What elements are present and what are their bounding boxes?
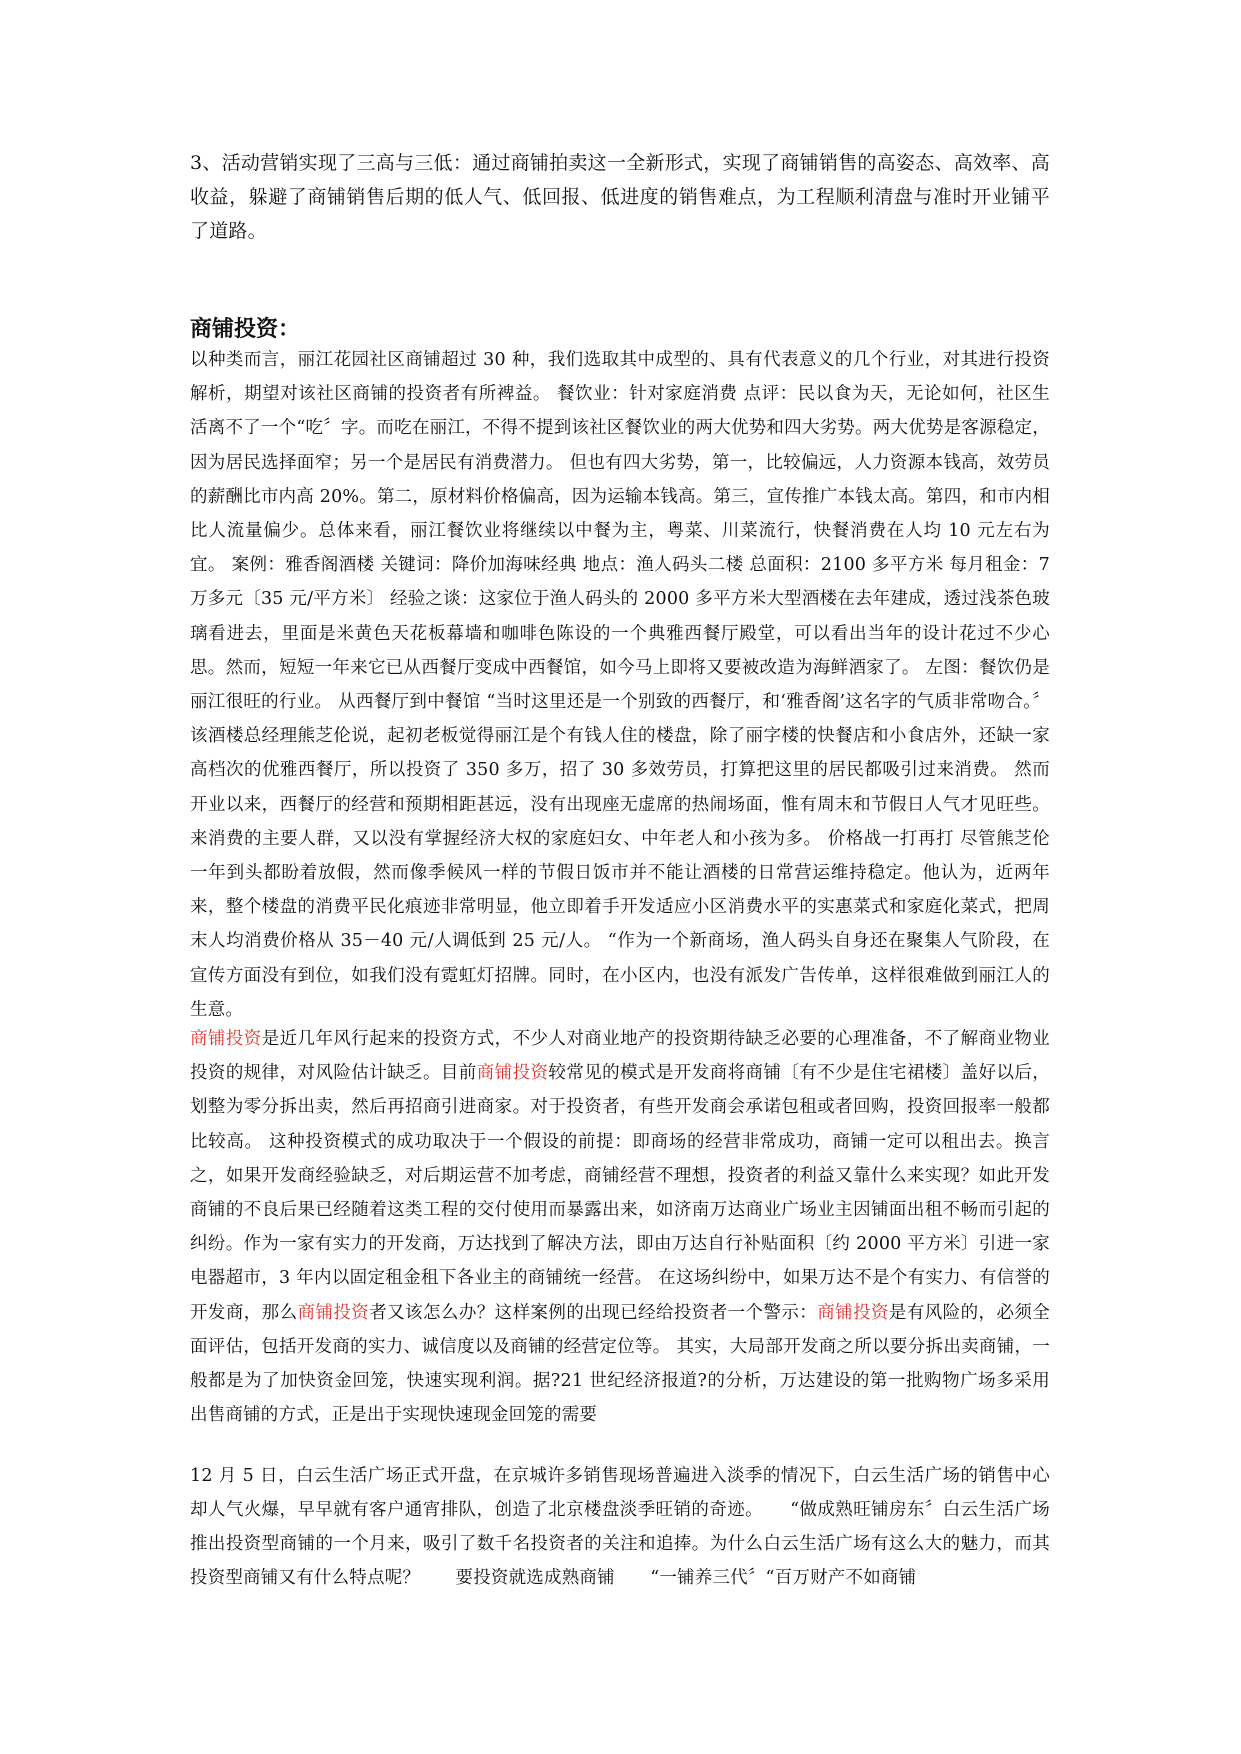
highlight-term: 商铺投资 <box>817 1302 889 1323</box>
highlight-term: 商铺投资 <box>190 1029 262 1049</box>
risk-text-2: 较常见的模式是开发商将商铺〔有不少是住宅裙楼〕盖好以后，划整为零分拆出卖，然后再招商引进商家。对于投资者，有些开发商会承诺包租或者回购，投资回报率一般都比较高。 这种投资模式的成功取决于一个假设的前提：即商场的经营非常成功，商铺一定可以租出去。换言之，如果开发商经验缺乏，对后期运营不加考虑，商铺经营不理想，投资者的利益又靠什么来实现？如此开发商铺的不良后果已经随着这类工程的交付使用而暴露出来，如济南万达商业广场业主因铺面出租不畅而引起的纠纷。作为一家有实力的开发商，万达找到了解决方法，即由万达自行补贴面积〔约 2000 平方米〕引进一家电器超市，3 年内以固定租金租下各业主的商铺统一经营。 在这场纠纷中，如果万达不是个有实力、有信誉的开发商，那么 <box>190 1063 1050 1323</box>
risk-text-1: 是近几年风行起来的投资方式，不少人对商业地产的投资期待缺乏必要的心理准备，不了解商业物业投资的规律，对风险估计缺乏。目前 <box>190 1029 1050 1084</box>
risk-text-4: 是有风险的，必须全面评估，包括开发商的实力、诚信度以及商铺的经营定位等。 其实，大局部开发商之所以要分拆出卖商铺，一般都是为了加快资金回笼，快速实现利润。据?21 世纪经济报道?的分析，万达建设的第一批购物广场多采用出售商铺的方式，正是出于实现快速现金回笼的需要 <box>190 1302 1050 1426</box>
risk-text-3: 者又该怎么办？这样案例的出现已经给投资者一个警示： <box>369 1302 818 1323</box>
highlight-term: 商铺投资 <box>476 1063 549 1084</box>
baiyun-paragraph: 12 月 5 日，白云生活广场正式开盘，在京城许多销售现场普遍进入淡季的情况下，白云生活广场的销售中心却人气火爆，早早就有客户通宵排队，创造了北京楼盘淡季旺销的奇迹。 “做成熟旺铺房东〞白云生活广场推出投资型商铺的一个月来，吸引了数千名投资者的关注和追捧。为什么白云生活广场有这么大的魅力，而其投资型商铺又有什么特点呢？ 要投资就选成熟商铺 “一铺养三代〞“百万财产不如商铺 <box>190 1466 1050 1588</box>
highlight-term: 商铺投资 <box>297 1302 370 1323</box>
section-heading: 商铺投资： <box>190 317 301 342</box>
risk-paragraph <box>190 1022 1050 1432</box>
case-study-paragraph: 以种类而言，丽江花园社区商铺超过 30 种，我们选取其中成型的、具有代表意义的几个行业，对其进行投资解析，期望对该社区商铺的投资者有所裨益。 餐饮业：针对家庭消费 点评：民以食为天，无论如何，社区生活离不了一个“吃〞字。而吃在丽江，不得不提到该社区餐饮业的两大优势和四大劣势。两大优势是客源稳定，因为居民选择面窄；另一个是居民有消费潜力。 但也有四大劣势，第一，比较偏远，人力资源本钱高，效劳员的薪酬比市内高 20%。第二，原材料价格偏高，因为运输本钱高。第三，宣传推广本钱太高。第四，和市内相比人流量偏少。总体来看，丽江餐饮业将继续以中餐为主，粤菜、川菜流行，快餐消费在人均 10 元左右为宜。 案例：雅香阁酒楼 关键词：降价加海味经典 地点：渔人码头二楼 总面积：2100 多平方米 每月租金：7 万多元〔35 元/平方米〕 经验之谈：这家位于渔人码头的 2000 多平方米大型酒楼在去年建成，透过浅茶色玻璃看进去，里面是米黄色天花板幕墙和咖啡色陈设的一个典雅西餐厅殿堂，可以看出当年的设计花过不少心思。然而，短短一年来它已从西餐厅变成中西餐馆，如今马上即将又要被改造为海鲜酒家了。 左图：餐饮仍是丽江很旺的行业。 从西餐厅到中餐馆 “当时这里还是一个别致的西餐厅，和‘雅香阁’这名字的气质非常吻合。〞该酒楼总经理熊芝伦说，起初老板觉得丽江是个有钱人住的楼盘，除了丽字楼的快餐店和小食店外，还缺一家高档次的优雅西餐厅，所以投资了 350 多万，招了 30 多效劳员，打算把这里的居民都吸引过来消费。 然而开业以来，西餐厅的经营和预期相距甚远，没有出现座无虚席的热闹场面，惟有周末和节假日人气才见旺些。来消费的主要人群，又以没有掌握经济大权的家庭妇女、中年老人和小孩为多。 价格战一打再打 尽管熊芝伦一年到头都盼着放假，然而像季候风一样的节假日饭市并不能让酒楼的日常营运维持稳定。他认为，近两年来，整个楼盘的消费平民化痕迹非常明显，他立即着手开发适应小区消费水平的实惠菜式和家庭化菜式，把周末人均消费价格从 35－40 元/人调低到 25 元/人。 “作为一个新商场，渔人码头自身还在聚集人气阶段，在宣传方面没有到位，如我们没有霓虹灯招牌。同时，在小区内，也没有派发广告传单，这样很难做到丽江人的生意。 <box>190 350 1050 1020</box>
intro-paragraph: 3、活动营销实现了三高与三低：通过商铺拍卖这一全新形式，实现了商铺销售的高姿态、高效率、高收益，躲避了商铺销售后期的低人气、低回报、低进度的销售难点，为工程顺利清盘与准时开业铺平了道路。 <box>190 152 1050 242</box>
